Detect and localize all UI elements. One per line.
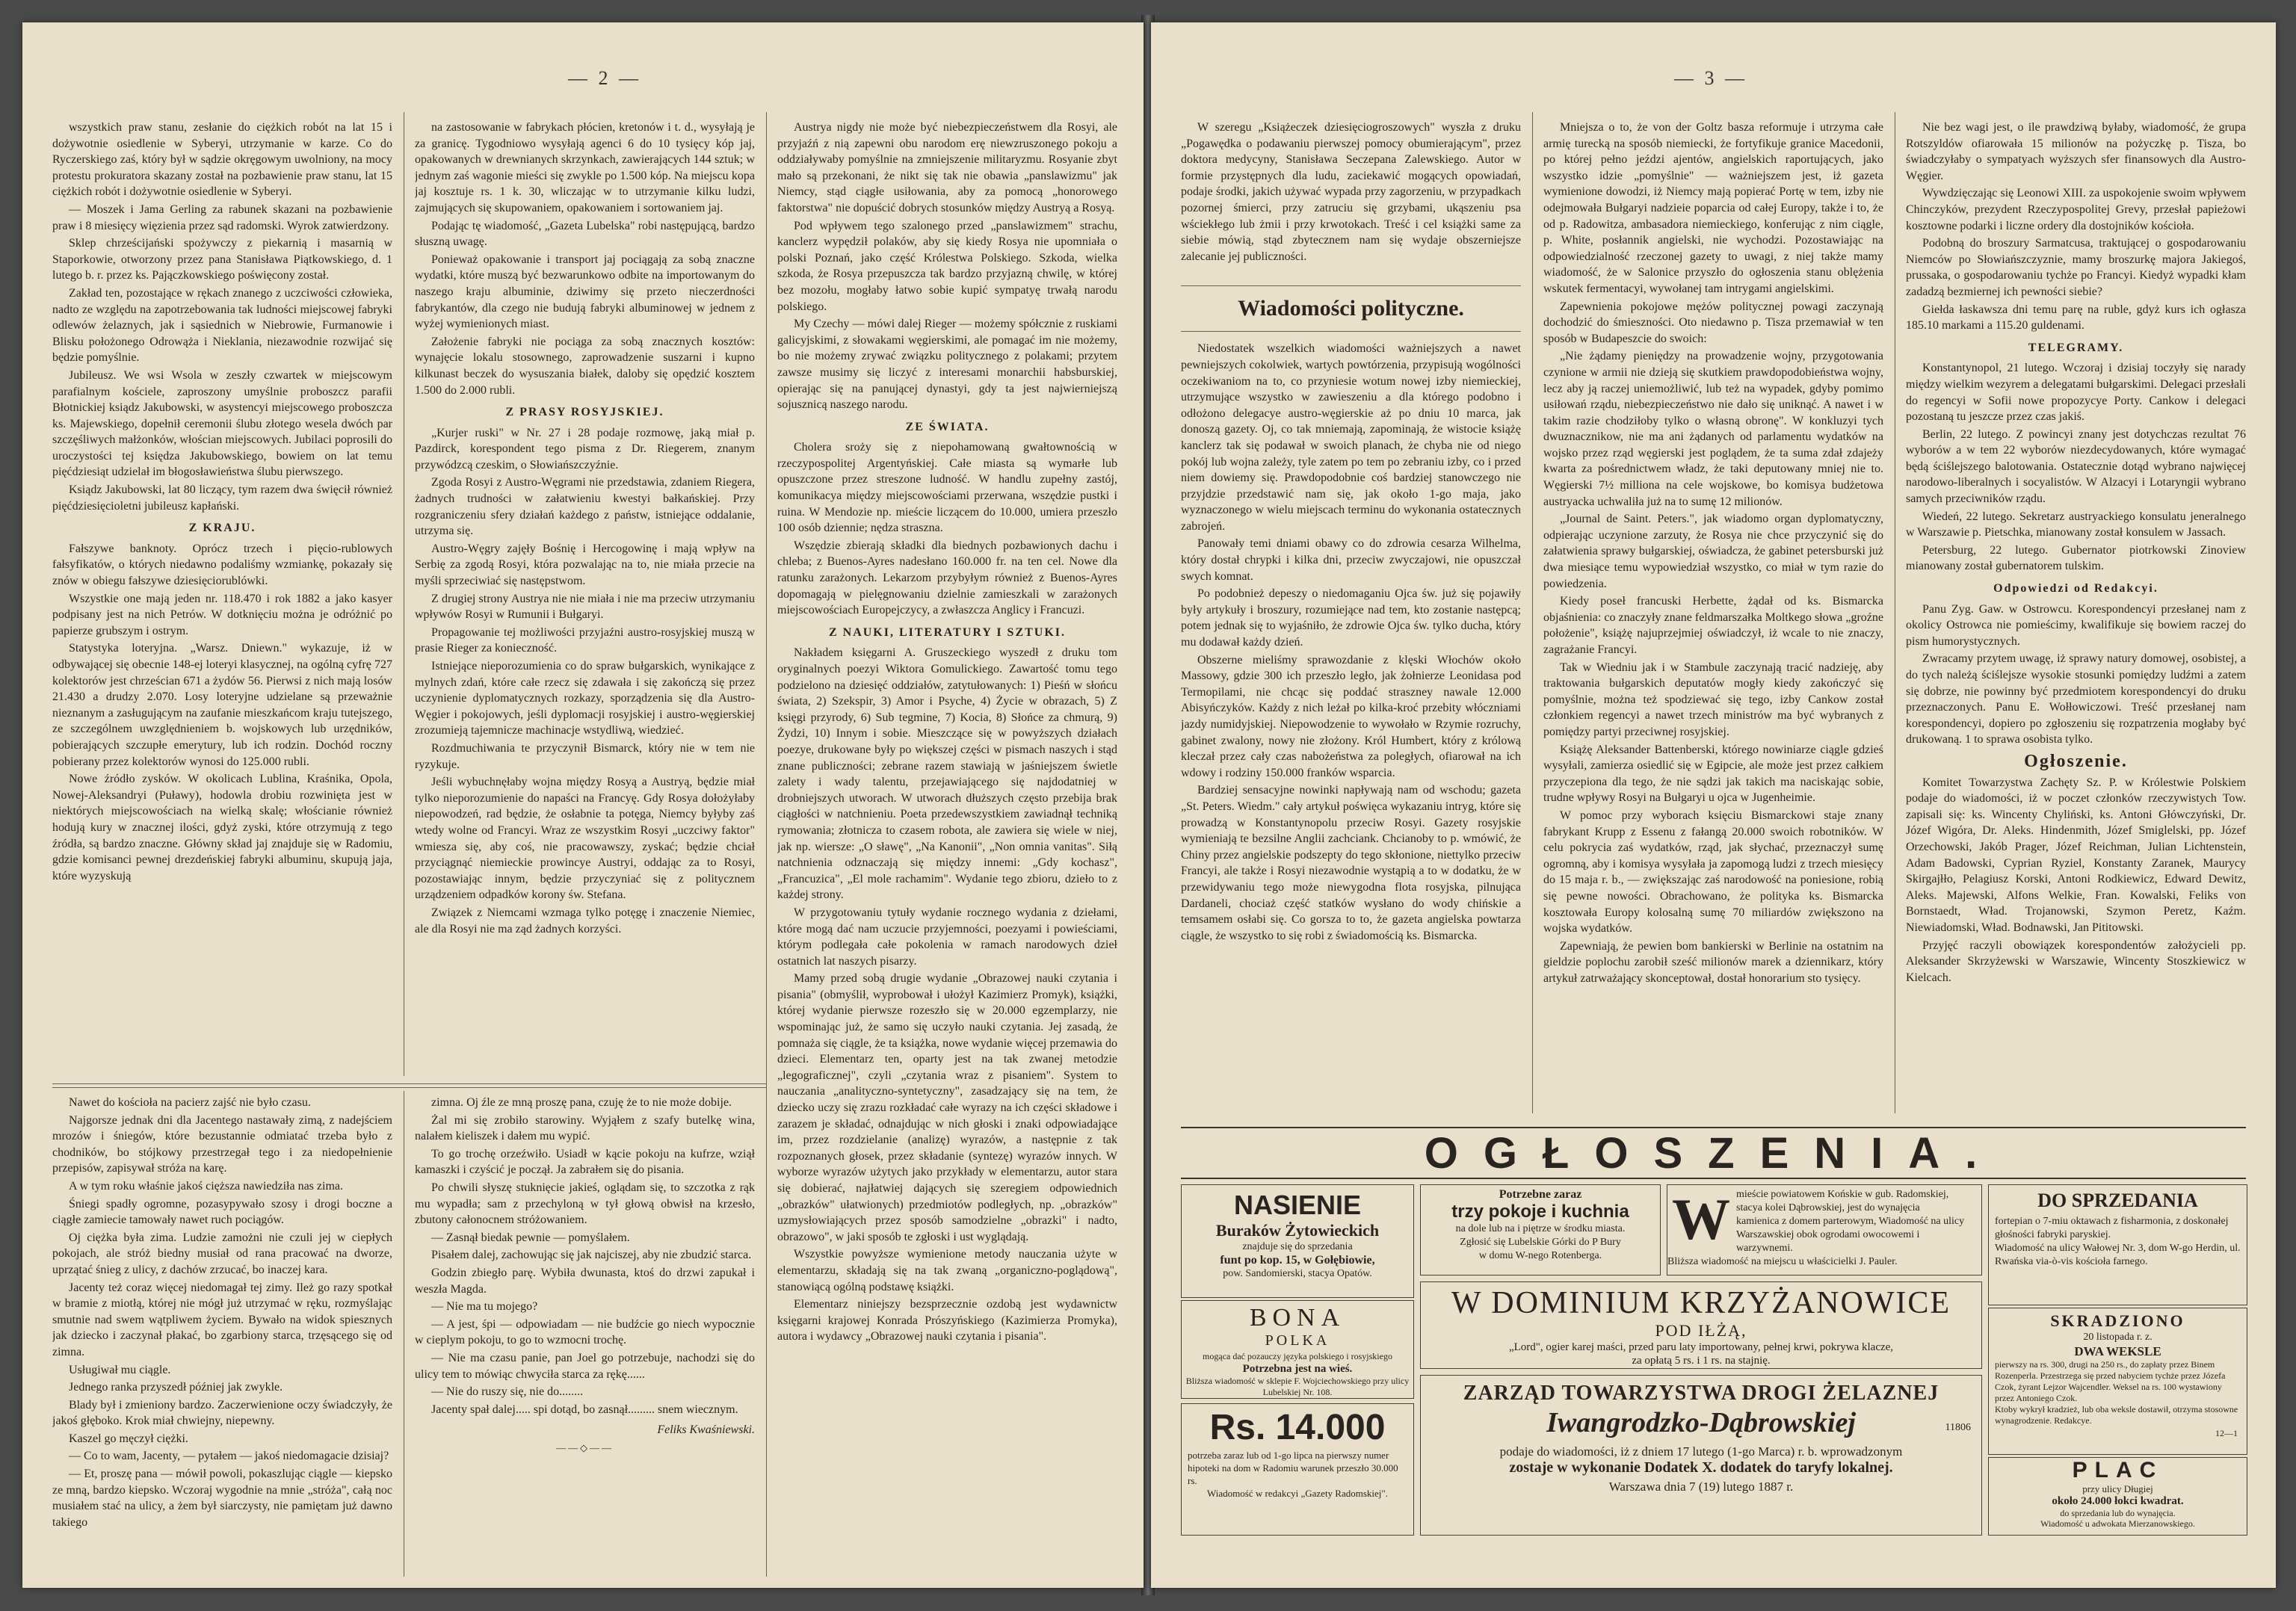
section-heading: Odpowiedzi od Redakcyi. [1993,582,2158,596]
paragraph: „Journal de Saint. Peters.", jak wiadomo organ dyplomatyczny, odpierając uczynione zarzuty, że Rosya nie chce przyczynić się do załatwienia sprawy bułgarskiej, oświadcza, że gabinet petersburski już dwa miesiące temu wypowiedział wszystko, co miał w tym razie do powiedzenia. [1543,513,1883,590]
ad-text: do sprzedania lub do wynajęcia. [2060,1508,2176,1518]
paragraph: Austrya nigdy nie może być niebezpieczeństwem dla Rosyi, ale przyjaźń z nią zapewni obu narodom erę niewzruszonego pokoju a oddziaływaby pomyślnie na zmniejszenie militaryzmu. Rosyanie zbyt mało są przekonani, że nikt się tak nie obawia „panslawizmu" jak Niemcy, stąd ciągłe usiłowania, aby za pomocą „honorowego faktorstwa" nie dopuścić dobrych stosunków między Austryą a Rosyą. [777,121,1117,214]
paragraph: — Nie ma tu mojego? [431,1300,538,1314]
paragraph: Wszystkie powyższe wymienione metody nauczania użyte w elementarzu, składają się na tak zwaną „organiczno-poglądową", stanowiącą ogólną podstawę książki. [777,1248,1117,1293]
ad-initial: W [1672,1187,1730,1252]
section-heading: Z KRAJU. [188,522,256,535]
paragraph: Cholera sroży się z niepohamowaną gwałtownością w rzeczypospolitej Argentyńskiej. Całe miasta są wymarłe lub opuszczone przez streszone ludność. W handlu zupełny zastój, komunikacya między miejscowościami przerwana, wszędzie pustki i ruina. W Mendozie np. mieście liczącem do 10.000, umiera przeszło 100 osób dziennie; nędza straszna. [777,441,1117,535]
paragraph: Giełda łaskawsza dni temu parę na ruble, gdyż kurs ich ogłasza 185.10 markami a 115.20 guldenami. [1906,303,2246,333]
paragraph: Zapewniają, że pewien bom bankierski w Berlinie na ostatnim na gieldzie poplochu zarobił sześć milionów marek a dziennikarz, który artykuł zatrważający skonceptował, dostał honorarium sto tysięcy. [1543,939,1883,985]
paragraph: Elementarz niniejszy bezsprzecznie ozdobą jest wydawnictw księgarni krajowej Konrada Prószyńskiego (Kazimierza Promyka), autora i wydawcy „Obrazowej nauki czytania i pisania". [777,1298,1117,1343]
ad-text: zostaje w wykonanie Dodatek X. dodatek do taryfy lokalnej. [1509,1459,1893,1476]
paragraph: Komitet Towarzystwa Zachęty Sz. P. w Królestwie Polskiem podaje do wiadomości, iż w poczet członków rzeczywistych Tow. zapisali się: ks. Wincenty Chyliński, ks. Antoni Główczyński, Dr. Józef Wigóra, Dr. Aleks. Hindenmith, Józef Smiglelski, pp. Józef Orzechowski, Jakób Prager, Józef Reichman, Julian Lichtenstein, Adam Badowski, Cyprian Ryziel, Konstanty Zaranek, Maurycy Skirgajłło, Pelagiusz Korski, Antoni Rodkiewicz, Edward Dewitz, Aleks. Majewski, Alfons Welkie, Fran. Kowalski, Feliks von Bornstaedt, Wład. Trojanowski, Szymon Peretz, Kaźm. Niewiadomski, Wład. Bodnawski, Jan Pititowski. [1906,776,2246,934]
ad-text: około 24.000 łokci kwadrat. [2052,1495,2184,1507]
paragraph: Panu Zyg. Gaw. w Ostrowcu. Korespondencyi przesłanej nam z okolicy Ostrowca nie pomieścimy, kwalifikuje się bowiem raczej do pism humorystycznych. [1906,602,2246,648]
advertisements-banner: OGŁOSZENIA. [1181,1127,2246,1179]
ad-zarzad-kolei [1420,1375,1982,1536]
ad-text: Warszawa dnia 7 (19) lutego 1887 r. [1608,1479,1794,1494]
paragraph: Austro-Węgry zajęły Bośnię i Hercogowinę i mają wpływ na Serbię za zgodą Rosyi, która pozwalając na to, nie miała przecie na myśli sprzeciwiać się następstwom. [415,542,755,588]
paragraph: Istniejące nieporozumienia co do spraw bułgarskich, wynikające z mylnych zdań, które całe rzecz się zdawała i się zakończą się przez uczynienie dyplomatycznych rozkazy, sporządzenia się dla Austro-Węgier i pokojowych, jeśli dyplomacji rosyjskiej i austro-węgierskiej zrozumieją tajemnicze machinacje wstydliwą, wiedzieć. [415,660,755,738]
page-number: — 2 — [568,67,641,89]
paragraph: Nie bez wagi jest, o ile prawdziwą byłaby, wiadomość, że grupa Rotszyldów ofiarowała 15 milionów na pożyczkę p. Tisza, bo świadczyłaby o sympatyach wyższych sfer finansowych dla Austro-Węgier. [1906,121,2246,182]
ad-text: na dole lub na i piętrze w środku miasta. [1455,1223,1626,1234]
paragraph: — Nie do ruszy się, nie do........ [431,1385,584,1399]
ad-title: DO SPRZEDANIA [2037,1190,2198,1211]
paragraph: Zwracamy przytem uwagę, iż sprawy natury domowej, osobistej, a do tych należą ściślejsze wysokie stosunki pomiędzy ludźmi a zatem się dobrze, nie powinny być przedmiotem korespondencyi do druku przeznaczonych. Panu E. Wołłowiczowi. Treść przesłanej nam korespondencyi, dopiero po zgłoszeniu się rozpatrzenia mogłaby być drukowaną. 1 to sprawa osobista tylko. [1906,652,2246,746]
paragraph: W pomoc przy wyborach księciu Bismarckowi staje znany fabrykant Krupp z Essenu z fałangą 20.000 swoich robotników. W celu pokrycia zaś wydatków, rząd, jak słychać, przeznaczył sumę ogromną, aby i komisya wysyłała ja zapomogą ludzi z trzech miesięcy do 15 maja r. b., — zwiększając zaś narodowość na poniesione, robią się pewne nowości. Obrachowano, że polityka ks. Bismarcka kosztowała Europy kolosalną sumę 70 miliardów zwiększono na wojska wydatków. [1543,808,1883,936]
ad-text: Potrzebna jest na wieś. [1242,1363,1353,1375]
paragraph: Podobną do broszury Sarmatcusa, traktującej o gospodarowaniu Niemców po Słowiańszczyznie, mamy broszurkę majora Jakiegoś, prussaka, o gospodarowaniu tychże po Francyi. Kiedyż wypadki kłam zadadzą bezmiernej ich pewności siebie? [1906,237,2246,298]
paragraph: Przyjęć raczyli obowiązek korespondentów założycieli pp. Aleksander Skrzyżewski w Warszawie, Wincenty Stoszkiewicz w Kielcach. [1906,939,2246,984]
paragraph: — Et, proszę pana — mówił powoli, pokaszlując ciągle — kiepsko ze mną, bardzo kiepsko. Wczoraj wygodnie na mnie „stróża", całą noc musiałem stać na ulicy, a żem był siarczysty, nie pamiętam już dawno takiego [52,1468,392,1529]
paragraph: Związek z Niemcami wzmaga tylko potęgę i znaczenie Niemiec, ale dla Rosyi nie ma ząd żadnych korzyści. [415,906,755,936]
column-rule [1532,112,1533,1113]
paragraph: Fałszywe banknoty. Oprócz trzech i pięcio-rublowych fałsyfikatów, o których niedawno podaliśmy wzmiankę, pokazały się znów w obiegu fałszywe dziesięciorublówki. [52,542,392,588]
paragraph: Śniegi spadły ogromne, pozasypywało szosy i drogi boczne a ciągłe zamiecie tamowały nawet ruch pociągów. [52,1197,392,1227]
paragraph: — A jest, śpi — odpowiadam — nie budźcie go niech wypocznie w cieplym pokoju, to go to wzmocni trochę. [415,1317,755,1347]
telegram: Wiedeń, 22 lutego. Sekretarz austryackiego konsulatu jeneralnego w Warszawie p. Pietschka, mianowany został konsulem w Jassach. [1906,510,2246,539]
paragraph: My Czechy — mówi dalej Rieger — możemy spółcznie z ruskiami galicyjskimi, z słowakami węgierskimi, ale pomagać im nie możemy, bo nie możemy zrywać związku politycznego z polakami; przytem zawsze musimy się liczyć z interesami monarchii habsburskiej, opierając się na panującej dynastyi, gdy ta jest najwierniejszą sojusznicą naszego narodu. [777,318,1117,412]
ad-pokoje [1420,1184,1661,1275]
paragraph: Sklep chrześcijański spożywczy z piekarnią i masarnią w Staporkowie, otworzony przez pana Stanisława Piątkowskiego, d. 1 lutego b. r. przez ks. Pajączkowskiego poświęcony został. [52,237,392,282]
paragraph: Ksiądz Jakubowski, lat 80 liczący, tym razem dwa święcił również pięćdziesięcioletni jubileusz kapłański. [52,483,392,513]
telegram: Berlin, 22 lutego. Z powincyi znany jest dotychczas rezultat 76 wyborów a w tem 22 wyborów niezdecydowanych, które wymagać będą ściślejszego balotowania. Ostatecznie dotąd wybrano najwięcej narodowo-liberalnych i socyalistów. W Alzacyi i Lotaryngii wybrano samych przeciwników rządu. [1906,427,2246,506]
ad-text: DWA WEKSLE [2074,1344,2161,1358]
ad-subtitle: Buraków Żytowieckich [1215,1221,1380,1240]
right-column-1 [1181,120,1521,1113]
paragraph: „Kurjer ruski" w Nr. 27 i 28 podaje rozmowę, jaką miał p. Pazdirck, korespondent tego pisma z Dr. Riegerem, znanym przywódzcą czeskim, o Słowiańszczyźnie. [415,426,755,471]
section-heading: ZE ŚWIATA. [905,420,990,433]
paragraph: Nawet do kościoła na pacierz zajść nie było czasu. [69,1096,311,1109]
ad-bona [1181,1300,1414,1399]
ad-text: kamienica z domem parterowym, Wiadomość na ulicy Warszawskiej obok ogrodami owocowemi i warzywnemi. [1736,1216,1965,1254]
paragraph: Pisałem dalej, zachowując się jak najciszej, aby nie zbudzić starca. [431,1249,752,1262]
ad-skradziono [1988,1308,2247,1455]
paragraph: Propagowanie tej możliwości przyjaźni austro-rosyjskiej muszą w prasie Rieger za konieczność. [415,625,755,655]
ad-nasienie [1181,1184,1414,1298]
paragraph: Książę Aleksander Battenberski, którego nowiniarze ciągle gdzieś wysyłali, zamierza osiedlić się w Egipcie, ale może jest przez całkiem przyczepiona dla tego, że nie sądzi jak takich ma naciskając sobie, trudne wpływy Rosyi na Bułgaryi u ojca w Jugenheimie. [1543,743,1883,805]
ad-text: znajduje się do sprzedania [1242,1241,1353,1252]
paragraph: Wywdzięczając się Leonowi XIII. za uspokojenie swoim wpływem Chinczyków, prezydent Rzeczypospolitej Grevy, przesłał papieżowi kosztowne podarki i liczne ordery dla dostojników kościoła. [1906,187,2246,232]
paragraph: Bardziej sensacyjne nowinki napływają nam od wschodu; gazeta „St. Peters. Wiedm." cały artykuł poświęca wykazaniu intryg, które się prowadzą w Konstantynopolu przeciw Rosyi. Gazety rosyjskie wymieniają te bezsilne Anglii zachciank. Chcianoby to p. wmówić, że Chiny przez angielskie podszepty do tego skłonione, niettylko przeciw Francyi, ale także i Rosyi niezawodnie wystąpią a to w dodatku, że w przewidywaniu tego może niewygodna flota rosyjska, pilnująca Dardaneli, chociaż część statków wysłano do wody chińskie a temsamem osłabi się. Co gorsza to to, że gazeta angielska powtarza ciągle, że wszystko to się robi z świadomością ks. Bismarcka. [1181,784,1521,942]
paragraph: Jednego ranka przyszedł później jak zwykle. [69,1381,283,1394]
paragraph: Panowały temi dniami obawy co do zdrowia cesarza Wilhelma, który dostał chrypki i kilka dni, przeciw zwyczajowi, nie opuszczał swych komnat. [1181,537,1521,583]
ad-text: Bliższa wiadomość na miejscu u właścicielki J. Pauler. [1667,1256,1898,1267]
paragraph: Blady był i zmieniony bardzo. Zaczerwienione oczy świadczyły, że jakoś głęboko. Krok miał chwiejny, niepewny. [52,1398,392,1428]
page-number: — 3 — [1674,67,1747,89]
ad-text: mieście powiatowem Końskie w gub. Radomskiej, stacya kolei Dąbrowskiej, jest do wynajęcia [1736,1189,1949,1213]
feuilleton-rule [52,1087,766,1088]
paragraph: Po chwili słyszę stuknięcie jakieś, oglądam się, to szczotka z rąk mu wypadła; sam z przechyloną w tył głową obwisł na krzesło, zbutony całonocnem stróżowaniem. [415,1181,755,1227]
paragraph: Jeśli wybuchnęłaby wojna między Rosyą a Austryą, będzie miał tylko nieporozumienie do napaści na Francyę. Gdy Rosya dołożyłaby niepowodzeń, rad będzie, że osłabnie ta potęga, Niemcy byłyby zaś wtedy wolne od Francyi. Wraz ze wszystkim Rosyi „uczciwy faktor" wmiesza się, aby coś, nie pracowawszy, zyskać; będzie chciał przyciągnąć niemieckie prowincye Austryi, oddając za to Rosyi, pozostawiając innym, będzie przyczyniać się z politycznem urządzeniem odpadków korony św. Stefana. [415,776,755,902]
ad-text: mogąca dać pozauczy języka polskiego i rosyjskiego [1203,1351,1392,1361]
paragraph: Jubileusz. We wsi Wsola w zeszły czwartek w miejscowym parafialnym kościele, zaproszony umyślnie proboszcz parafii Błotnickiej ksiądz Jakubowski, w asystencyi miejscowego proboszcza ks. Majewskiego, dopełnił ceremonii ślubu złotego wesela dwóch par szczęśliwych małżonków, włościan miejscowych. Jubilaci poprosili do uroczystości tej księdza Jakubowskiego, bowiem on lat temu pięćdziesiąt udzielał im błogosławieństwa ślubu pierwszego. [52,368,392,479]
ad-text: w domu W-nego Rotenberga. [1478,1250,1602,1261]
ad-text: fortepian o 7-miu oktawach z fisharmonia, z doskonałej głośności fabryki paryskiej. [1995,1216,2229,1240]
paragraph: Zgoda Rosyi z Austro-Węgrami nie przedstawia, zdaniem Riegera, żadnych trudności w załatwieniu kwestyi bałkańskiej. Przy rozgraniczeniu sfery działań każdego z państw, istniejące oddalanie, utrzyma się. [415,476,755,538]
paragraph: To go trochę orzeźwiło. Usiadł w kącie pokoju na kufrze, wziął kamaszki i czyścić je począł. Ja zabrałem się do pisania. [415,1147,755,1177]
paragraph: Żal mi się zrobiło starowiny. Wyjąłem z szafy butelkę wina, nalałem kieliszek i dałem mu wypić. [415,1113,755,1143]
paragraph: Założenie fabryki nie pociąga za sobą znacznych kosztów: wynajęcie lokalu stosownego, zaprowadzenie suszarni i kupno kilkunast beczek do wysuszania białek, daloby się opędzić kosztem 1.500 do 2.000 rubli. [415,335,755,397]
ad-title: NASIENIE [1233,1190,1362,1220]
ad-text: Potrzebne zaraz [1499,1188,1582,1201]
ad-text: potrzeba zaraz lub od 1-go lipca na pierwszy numer hipoteki na dom w Radomiu warunek przeszło 30.000 rs. [1188,1450,1398,1486]
left-page [22,22,1144,1588]
paragraph: Z drugiej strony Austrya nie nie miała i nie ma przeciw utrzymaniu wpływów Rosyi w Rumunii i Bułgaryi. [415,592,755,622]
paragraph: W szeregu „Książeczek dziesięciogroszowych" wyszła z druku „Pogawędka o podawaniu pierwszej pomocy obumierającym", przez doktora medycyny, Stanisława Seczepana Zalewskiego. Autor w formie przystępnych dla ludu, zaciekawić mogących opowiadań, podaje środki, jakich używać wypada przy zagorzeniu, w przypadkach pozornej śmierci, przy zatruciu się grzybami, ukąszeniu psa wściekłego lub żmii i przy krwotokach. Treść i cel książki same za siebie mówią, stąd zbytecznem nam się wydaje obszerniejsze zalecanie jej publiczności. [1181,121,1521,263]
paragraph: — Moszek i Jama Gerling za rabunek skazani na pozbawienie praw i 8 miesięcy więzienia przez sąd radomski. Wyrok zatwierdzony. [52,202,392,232]
ad-mieszkanie [1667,1184,1982,1275]
column-rule [766,112,767,1577]
paragraph: Jacenty spał dalej..... spi dotąd, bo zasnął......... snem wiecznym. [431,1403,738,1416]
left-column-2 [415,120,755,1076]
paragraph: Po podobnież depeszy o niedomaganiu Ojca św. już się pojawiły były artykuły i broszury, rozumiejące nad tem, kto zostanie następcą; potem jednak się to wyjaśniło, że zdrowie Ojca św. tylko ducha, który mu dodawał każdy dzień. [1181,587,1521,649]
ad-plac [1988,1457,2247,1536]
paragraph: Wszędzie zbierają składki dla biednych pozbawionych dachu i chleba; z Buenos-Ayres nadesłano 160.000 fr. na ten cel. Nowe dla ratunku zarażonych. Lekarzom przybyłym również z Buenos-Ayres dopomagają w pielęgnowaniu dzielnie zamieszkali w zarażonych miejscowościach Europejczycy, a zwłaszcza Anglicy i Francuzi. [777,539,1117,617]
ad-rs14000 [1181,1403,1414,1536]
ad-title: PLAC [2072,1458,2164,1482]
paragraph: na zastosowanie w fabrykach płócien, kretonów i t. d., wysyłają je za granicę. Tygodniowo wysyłają agenci 6 do 10 tysięcy kóp jaj, opakowanych w drewnianych skrzynkach, zawierających 144 sztuk; w jednym zaś wagonie mieści się zwykle po 1.500 kóp. Na miejscu kopa jaj kosztuje rs. 1 k. 30, wliczając w to utrzymanie kilku ludzi, zajmujących się skupowaniem, opakowaniem i sortowaniem jaj. [415,121,755,214]
paragraph: W przygotowaniu tytuły wydanie rocznego wydania z dziełami, które mogą dać nam uczucie przyjemności, poezyami i powieściami, którym podlegała całe pokolenia w ramach narodowych dzieł ostatnich lat naszych pisarzy. [777,906,1117,968]
ad-title: SKRADZIONO [2050,1311,2185,1330]
paragraph: Kaszel go męczył ciężki. [69,1432,188,1445]
ad-text: „Lord", ogier karej maści, przed paru laty importowany, pełnej krwi, pokrywa klacze, [1508,1341,1894,1353]
paragraph: Mamy przed sobą drugie wydanie „Obrazowej nauki czytania i pisania" (obmyślił, wyprobował i ułożył Kazimierz Promyk), książki, której wydanie pierwsze rozeszło się w 20.000 egzemplarzy, nie wspominając już, że samo się uczyło nauki czytania. Jej zasadą, że pomnaża się ciągle, że ta książka, nowe wydanie więcej przemawia do dzieci. Elementarz ten, oparty jest na tak zwanej metodzie „legograficznej", czyli „czytania wraz z pisaniem". System to nauczania „analityczno-syntetyczny", zasadzający się na tem, że dziecko uczy się zrazu rozkładać całe wyrazy na ich części składowe i zarazem je składać, odnajdując w nich głoski i znaki odpowiadające im, przez rozdzielanie (analizę) wyrazów, a następnie z tak rozpoznanych głosek, przez składanie (syntezę) wyrazów innych. W wyborze wyrazów użytych jako przykłady w elementarzu, autor stara się dobierać, najłatwiej dających się szeregiem odpowiednich „obrazków" ułatwionych) przedmiotów podległych, np. „obrazków" uzmysłowiających przez sposób samodzielne „obrazki" i nadto, obrazowo", w jaki sposób te zgłoski i ust wyglądają. [777,972,1117,1243]
ad-text: 20 listopada r. z. [2083,1332,2152,1343]
section-headline: Wiadomości polityczne. [1238,296,1464,321]
feuilleton-column-2 [415,1095,755,1573]
paragraph: Usługiwał mu ciągle. [69,1363,171,1376]
ad-subtitle: Iwangrodzko-Dąbrowskiej [1546,1407,1856,1438]
paragraph: Pod wpływem tego szalonego przed „panslawizmem" strachu, kanclerz wypędził polaków, aby się kiedy Rosya nie upomniała o polski Poznań, jako część Królestwa Polskiego. Szkoda, wielka szkoda, że Rosya przepuszcza tak bardzo przyjazną chwilę, w której bez mozołu, mogłaby łatwo sobie kupić sympatyę trwałą narodu polskiego. [777,219,1117,313]
ad-title: BONA [1249,1304,1346,1332]
ad-text: pow. Sandomierski, stacya Opatów. [1223,1268,1372,1279]
ad-do-sprzedania [1988,1184,2247,1305]
paragraph: Godzin zbiegło parę. Wybiła dwunasta, ktoś do drzwi zapukał i weszła Magda. [415,1266,755,1296]
paragraph: Niedostatek wszelkich wiadomości ważniejszych a nawet pewniejszych cokolwiek, wartych powtórzenia, przypisują wogólności oczekiwaniom na to, co przyniesie wotum nowej izby niemieckiej, utrzymujące wszystko w zawieszeniu a dla którego podobno i odłożono delegacye austro-węgierskie aż po dniu 10 marca, jak donoszą gazety. Oj, co tak mniemają, zapominają, że wistocie książę kanclerz tak się podawał w swoich planach, że chyba nie od niego pokój lub wojna zależy, tyle zatem po tem po zebraniu izby, co i przed niem dowiemy się. Prawdopodobnie coś bardziej stanowczego nie przyjdzie przedstawić nam się, jak około 1-go maja, jako wyznaczonego w wielu miejscach terminu do wykonania ostatecznych zabrojeń. [1181,342,1521,533]
ad-title: Rs. 14.000 [1209,1408,1386,1447]
ad-title: trzy pokoje i kuchnia [1451,1202,1629,1222]
ad-text: podaje do wiadomości, iż z dniem 17 lutego (1-go Marca) r. b. wprowadzonym [1499,1444,1903,1459]
paragraph: Obszerne mieliśmy sprawozdanie z klęski Włochów około Massowy, gdzie 300 ich przeszło legło, jak żołnierze Leonidasa pod Termopilami, nie chcąc się poddać straszney nawale 12.000 Abisyńczyków. Każdy z nich leżał po kilka-kroć przebity włóczniami jazdy numidyjskiej. Niepowodzenie to wywołało w Rzymie rozruchy, gabinet zwalony, nowy nie złożony. Król Humbert, który z królową kleczał przez cały czas nabożeństwa za poległych, ofiarował na ich wdowy i rodziny 150.000 franków wsparcia. [1181,653,1521,779]
section-heading: Z NAUKI, LITERATURY I SZTUKI. [828,625,1067,639]
paragraph: Jacenty też coraz więcej niedomagał tej zimy. Ileż go razy spotkał w bramie z miotłą, której nie mógł już utrzymać w ręku, rozmyślając smutnie nad swem wątpliwem życiem. Bywało na widok spiesznych jak dziecko i zaczynał płakać, bo zgarbiony starca, trzęsącego się od zimna. [52,1281,392,1358]
paragraph: — Nie ma czasu panie, pan Joel go potrzebuje, nachodzi się do ulicy tem to mówiąc chwyciła starca za rękę...... [415,1351,755,1381]
paragraph: — Co to wam, Jacenty, — pytałem — jakoś niedomagacie dzisiaj? [69,1450,389,1463]
paragraph: wszystkich praw stanu, zesłanie do ciężkich robót na lat 15 i dożywotnie osiedlenie w Syberyi, utrzymanie w karze. Co do Ryczerskiego zaś, który był w sądzie okręgowym uwolniony, na mocy protestu prokuratora skazany został na pozbawienie praw stanu, lat 15 ciężkich robót i dożywotnie osiedlenie w Syberyi. [52,121,392,199]
ad-number: 11806 [1945,1422,1971,1433]
paragraph: Statystyka loteryjna. „Warsz. Dniewn." wykazuje, iż w odbywającej się obecnie 148-ej loteryi klasycznej, na ogólną cyfrę 727 kolektorów jest chrześcian 671 a żydów 56. Pierwsi z nich mają losów 21.430 a drudzy 2.070. Losy loteryjne udzielane są przeważnie nieznanym a zasługującym na zaufanie mieszkańcom kraju tutejszego, ze szczególnem uwzględnieniem b. wojskowych lub urzędników, pobierających szczupłe emerytury, lub ich rodzin. Dochód roczny pobierany przez kolektorów wynosi do 125.000 rubli. [52,642,392,768]
telegram: Petersburg, 22 lutego. Gubernator piotrkowski Zinoview mianowany został gubernatorem tulskim. [1906,543,2246,573]
ad-text: Wiadomość w redakcyi „Gazety Radomskiej". [1207,1488,1388,1499]
telegram: Konstantynopol, 21 lutego. Wczoraj i dzisiaj toczyły się narady między wielkim wezyrem a delegatami bułgarskimi. Delegaci przesłali do regencyi w Sofii nowe propozycye Porty. Cankow i delegaci pozostaną tu jeszcze przez czas jakiś. [1906,362,2246,424]
paragraph: „Nie żądamy pieniędzy na prowadzenie wojny, przygotowania czynione w armii nie dzieją się skutkiem prawdopodobieństwa wojny, lecz aby ją raczej uniemożliwić, lub też na wypadek, gdyby pomimo usiłowań rządu, niebezpieczeństwo nie dało się uniknąć. A nawet i w takim razie chodziłoby tylko o własną obronę". W konkluzyi tych dwuznacznikow, nie ma ani żądanych od parlamentu wydatków na wojsko przez rząd węgierski jest poglądem, że ta suma zdał zdajeży kwarta za pośrednictwem władz, że taki deputowany mniej nie to. Węgierski 7½ milliona na cele wojskowe, bo komisya budżetowa austryacka uchwaliła już na to sumę 12 milionów. [1543,350,1883,508]
author-signature: Feliks Kwaśniewski. [657,1423,755,1437]
paragraph: Kiedy poseł francuski Herbette, żądał od ks. Bismarcka objaśnienia: co znaczyły znane feldmarszałka Moltkego słowa „groźne położenie", książę najuprzejmiej oświadczył, iż wcale to nie znaczy, zagrażanie Francyi. [1543,595,1883,656]
feuilleton-column-1 [52,1095,392,1573]
right-column-3 [1906,120,2246,1113]
paragraph: Oj ciężka była zima. Ludzie zamożni nie czuli jej w ciepłych pokojach, ale stróż biedny musiał od rana pracować na dworze, uprzątać śnieg z ulicy, z dachów zrzucać, bo inaczej kara. [52,1231,392,1276]
ad-text: Wiadomość na ulicy Wałowej Nr. 3, dom W-go Herdin, ul. Rwańska via-ò-vis kościoła farnego. [1995,1243,2241,1267]
section-heading: Z PRASY ROSYJSKIEJ. [505,406,664,419]
ad-text: Zgłosić się Lubelskie Górki do P Bury [1460,1237,1621,1248]
ad-text: za opłatą 5 rs. i 1 rs. na stajnię. [1632,1355,1771,1367]
ad-title: ZARZĄD TOWARZYSTWA DROGI ŻELAZNEJ [1463,1382,1939,1405]
paragraph: Ponieważ opakowanie i transport jaj pociągają za sobą znaczne wydatki, które muszą być bezwarunkowo odbite na importowanym do naszego kraju albuminie, dziwimy się przeto nieczerdności fabrykantów, dla czego nie budują fabryki albuminowej w jednem z wyżej wymienionych miast. [415,253,755,331]
ad-subtitle: POD IŁŻĄ, [1655,1321,1747,1340]
left-column-1 [52,120,392,1076]
paragraph: Mniejsza o to, że von der Goltz basza reformuje i utrzyma całe armię turecką na sposób niemiecki, że fortyfikuje granice Macedonii, po której pełno jeździ ajentów, angielskich raportujących, jako wszystko idzie „pomyślnie" — ważniejszem jest, iż gazeta wymienione dowodzi, iż Niemcy mają popierać Portę w tem, izby nie odejmowała Bułgaryi nadzieie poparcia od całej Europy, także i to, że od p. Radowitza, ambasadora niemieckiego, konferując z nim ciągle, p. White, posłannik angielski, nie wychodzi. Pozostawiając na odpowiedzialność rzeczonej gazety to uwagi, z niej także mamy wiadomość, że w Salonice przyszło do ogłoszenia stanu oblężenia wskutek fermentacyi, wywołanej tam intrygami angielskimi. [1543,121,1883,295]
section-heading: Ogłoszenie. [2024,751,2128,771]
right-column-2 [1543,120,1883,1113]
paragraph: Wszystkie one mają jeden nr. 118.470 i rok 1882 a jako kasyer podpisany jest na nich Petrów. W dotknięciu można je odróżnić po papierze grubszym i ostrym. [52,592,392,637]
paragraph: zimna. Oj źle ze mną proszę pana, czuję że to nie może dobije. [431,1096,732,1109]
paragraph: Zapewnienia pokojowe mężów politycznej powagi zaczynają dochodzić do śmieszności. Oto niedawno p. Tisza przemawiał w ten sposób w Budapeszcie do swoich: [1543,300,1883,345]
ad-text: przy ulicy Długiej [2082,1483,2153,1494]
feuilleton-rule [52,1083,766,1084]
ad-text: Ktoby wykrył kradzież, lub oba weksle dostawił, otrzyma stosowne wynagrodzenie. Redakcye. [1995,1404,2238,1426]
paragraph: Nakładem księgarni A. Gruszeckiego wyszedł z druku tom oryginalnych poezyi Wiktora Gomulickiego. Zawartość tomu tego podzielono na dziesięć oddziałów, zatytułowanych: 1) Pieśń w słońcu świata, 2) Szekspir, 3) Amor i Psyche, 4) Życie w obrazach, 5) Z księgi przyrody, 6) Sub tegmine, 7) Kocia, 8) Słońce za chmurą, 9) Żydzi, 10) Innym i sobie. Mieszczące się w powyższych działach poezye, drukowane były po większej części w pismach naszych i stąd znane publiczności; zebrane razem stawiają w jaśniejszem świetle zalety i wady talentu, przejawiającego się najdodatniej w drobniejszych utworach. W utworach dłuższych często przebija brak ciągłości w natchnieniu. Poeta przedewszystkiem zawiadnął techniką rymowania; złotnicza to czasem robota, ale zawiera się wiele w niej, jak np. wiersze: „O sławę", „Na Kanonii", „Non omnia vanitas". Siłą natchnienia odznaczają się między innemi: „Gdy kochasz", „Francuzica", „El mole rachamim". Wydanie tego zbioru, dzieło to z każdej strony. [777,646,1117,902]
section-heading: TELEGRAMY. [2028,341,2124,354]
ad-text: Bliższa wiadomość w sklepie F. Wojciechowskiego przy ulicy Lubelskiej Nr. 108. [1185,1376,1410,1397]
ad-title: W DOMINIUM KRZYŻANOWICE [1451,1286,1951,1320]
paragraph: Podając tę wiadomość, „Gazeta Lubelska" robi następującą, bardzo słuszną uwagę. [415,219,755,249]
ad-dominium [1420,1281,1982,1369]
ad-text: pierwszy na rs. 300, drugi na 250 rs., do zapłaty przez Binem Rozenperla. Przestrzega się przed nabyciem tychże przez Józefa Czok, żyrant Lejzor Wajcendler. Weksel na rs. 100 wystawiony przez Antoniego Czok. [1995,1359,2226,1403]
paragraph: Nowe źródło zysków. W okolicach Lublina, Kraśnika, Opola, Nowej-Aleksandryi (Puławy), hodowla drobiu rozwinięta jest w niektórych miejscowościach na wielką skalę; włościanie również hodują kury w znacznej ilości, gdyż zyski, które otrzymują z tego źródła, są bardzo znaczne. Główny skład jaj znajduje się w Radomiu, gdzie komisanci pewnej drezdeńskiej fabryki albuminu, skupują jaja, które wyzyskują [52,773,392,882]
paragraph: A w tym roku właśnie jakoś cięższa nawiedziła nas zima. [69,1179,343,1193]
ad-text: funt po kop. 15, w Gołębiowie, [1220,1254,1375,1267]
ad-text: Wiadomość u adwokata Mierzanowskiego. [2040,1518,2195,1529]
ad-text: 12—1 [2215,1428,2238,1438]
paragraph: Tak w Wiedniu jak i w Stambule zaczynają tracić nadzieję, aby traktowania bułgarskich deputatów mogły kiedy zakończyć się pomyślnie, można też spodziewać się tego, izby Cankow został członkiem regencyi a nawet trzech ministrów ma być wybranych z pomiędzy partyi przeciwnej rosyjskiej. [1543,661,1883,738]
paragraph: — Zasnął biedak pewnie — pomyślałem. [431,1231,630,1244]
paragraph: Najgorsze jednak dni dla Jacentego nastawały zimą, z nadejściem mrozów i śniegów, które bezustannie odmiatać trzeba było z chodników, bo stójkowy przestrzegał tego i za niedopełnienie przepisów, zapisywał stróża na karę. [52,1113,392,1175]
ad-subtitle: POLKA [1265,1332,1330,1349]
paragraph: Zakład ten, pozostające w rękach znanego z uczciwości człowieka, nadto ze względu na zapotrzebowania tak ludności miejscowej fabryki odlewów żelaznych, jak i sąsiednich w Niebrowie, Furmanowie i Blisku położonego Odrowąża i Nieklania, niezawodnie rozwijać się będzie pomyślnie. [52,286,392,365]
paragraph: Rozdmuchiwania te przyczynił Bismarck, który nie w tem nie ryzykuje. [415,741,755,771]
right-page [1151,22,2276,1588]
ornament: ——◇—— [556,1441,614,1453]
left-column-3 [777,120,1117,1569]
